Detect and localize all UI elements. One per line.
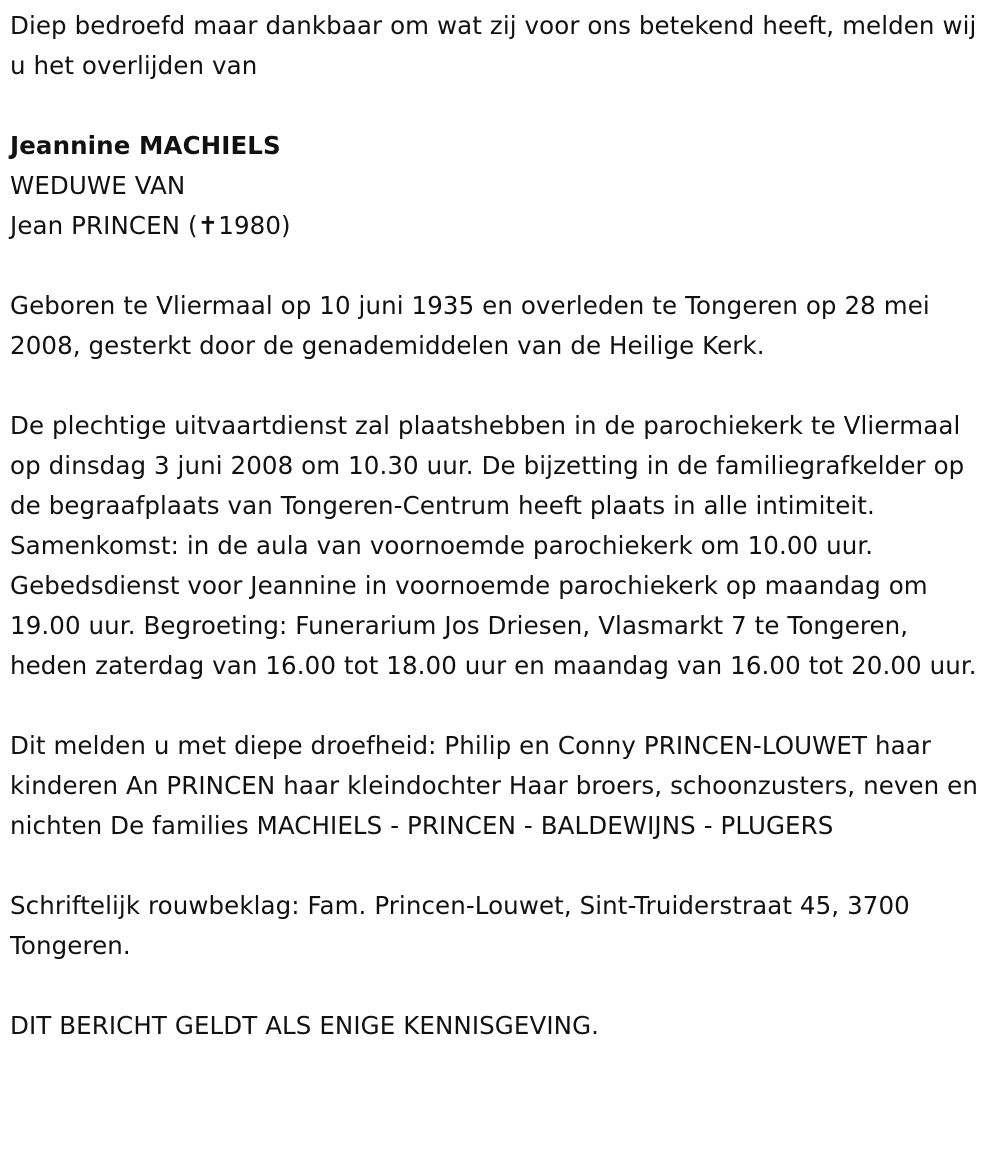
obituary-notice: [10, 6, 985, 1046]
spacer: [10, 686, 985, 726]
spacer: [10, 246, 985, 286]
spouse-text: Jean PRINCEN (✝1980): [10, 211, 291, 240]
relation-text: WEDUWE VAN: [10, 171, 186, 200]
service-text: De plechtige uitvaartdienst zal plaatshebben in de parochiekerk te Vliermaal op dinsdag 3 juni 2008 om 10.30 uur. De bijzetting in de familiegrafkelder op de begraafplaats van Tongeren-Centrum heeft plaats in alle intimiteit. Samenkomst: in de aula van voornoemde parochiekerk om 10.00 uur. Gebedsdienst voor Jeannine in voornoemde parochiekerk op maandag om 19.00 uur. Begroeting: Funerarium Jos Driesen, Vlasmarkt 7 te Tongeren, heden zaterdag van 16.00 tot 18.00 uur en maandag van 16.00 tot 20.00 uur.: [10, 411, 977, 680]
spacer: [10, 846, 985, 886]
birth-death-text: Geboren te Vliermaal op 10 juni 1935 en overleden te Tongeren op 28 mei 2008, gesterkt door de genademiddelen van de Heilige Kerk.: [10, 291, 930, 360]
notice-text: DIT BERICHT GELDT ALS ENIGE KENNISGEVING.: [10, 1011, 600, 1040]
deceased-name: Jeannine MACHIELS: [10, 131, 281, 160]
spacer: [10, 966, 985, 1006]
family-text: Dit melden u met diepe droefheid: Philip en Conny PRINCEN-LOUWET haar kinderen An PRINCEN haar kleindochter Haar broers, schoonzusters, neven en nichten De families MACHIELS - PRINCEN - BALDEWIJNS - PLUGERS: [10, 731, 978, 840]
intro-text: Diep bedroefd maar dankbaar om wat zij voor ons betekend heeft, melden wij u het overlijden van: [10, 11, 977, 80]
spacer: [10, 86, 985, 126]
condolences-text: Schriftelijk rouwbeklag: Fam. Princen-Louwet, Sint-Truiderstraat 45, 3700 Tongeren.: [10, 891, 910, 960]
spacer: [10, 366, 985, 406]
